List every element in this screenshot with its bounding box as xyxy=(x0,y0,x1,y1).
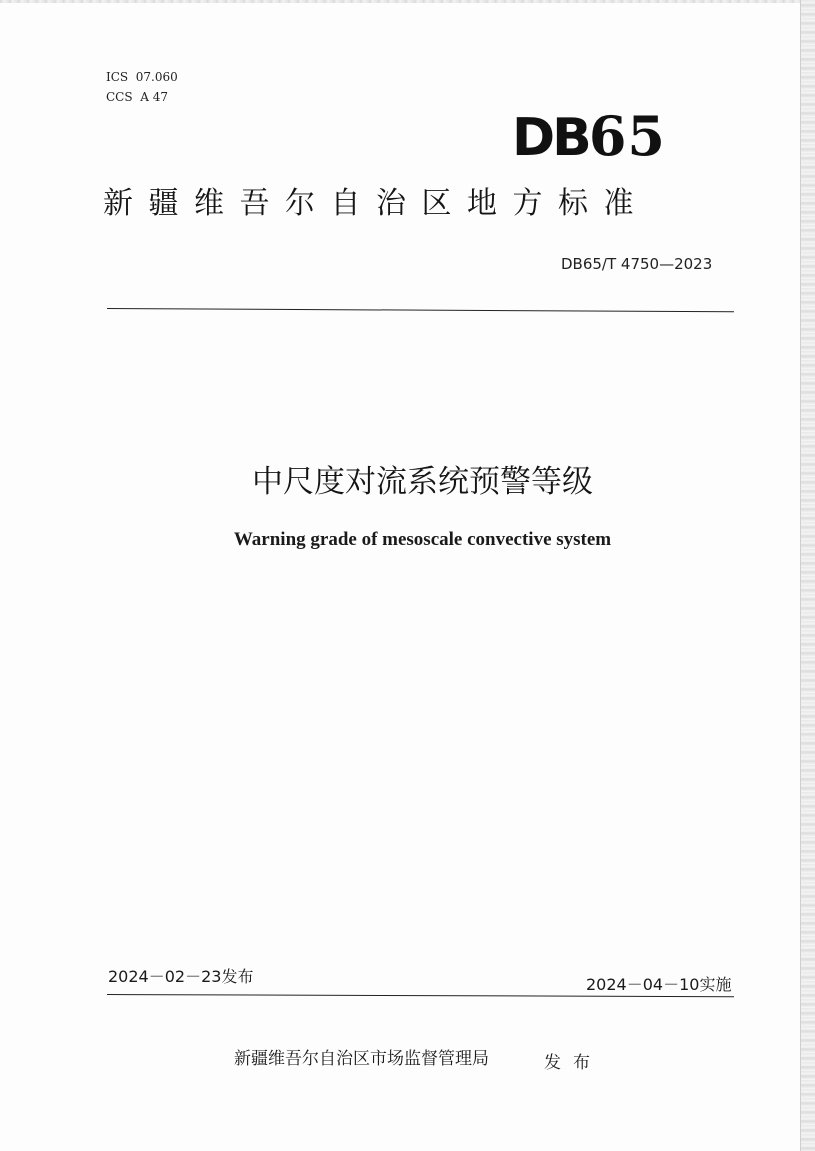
standard-type-heading: 新疆维吾尔自治区地方标准 xyxy=(103,186,649,221)
implementation-date: 2024－04－10实施 xyxy=(586,975,732,994)
ccs-code: CCS A 47 xyxy=(106,90,168,104)
scan-top-edge xyxy=(0,0,815,3)
db-logo-prefix: DB xyxy=(512,108,589,168)
publish-label: 发布 xyxy=(544,1053,602,1073)
title-chinese: 中尺度对流系统预警等级 xyxy=(252,464,593,500)
top-divider xyxy=(107,308,734,312)
standard-number: DB65/T 4750—2023 xyxy=(561,255,713,273)
scan-right-edge xyxy=(800,0,815,1151)
issue-date: 2024－02－23发布 xyxy=(108,967,254,986)
classification-codes xyxy=(106,67,178,107)
db-logo-number: 65 xyxy=(588,104,666,168)
title-english: Warning grade of mesoscale convective system xyxy=(233,529,612,550)
db-logo xyxy=(512,104,666,170)
ics-code: ICS 07.060 xyxy=(106,70,178,84)
publisher-name: 新疆维吾尔自治区市场监督管理局 xyxy=(234,1049,489,1069)
